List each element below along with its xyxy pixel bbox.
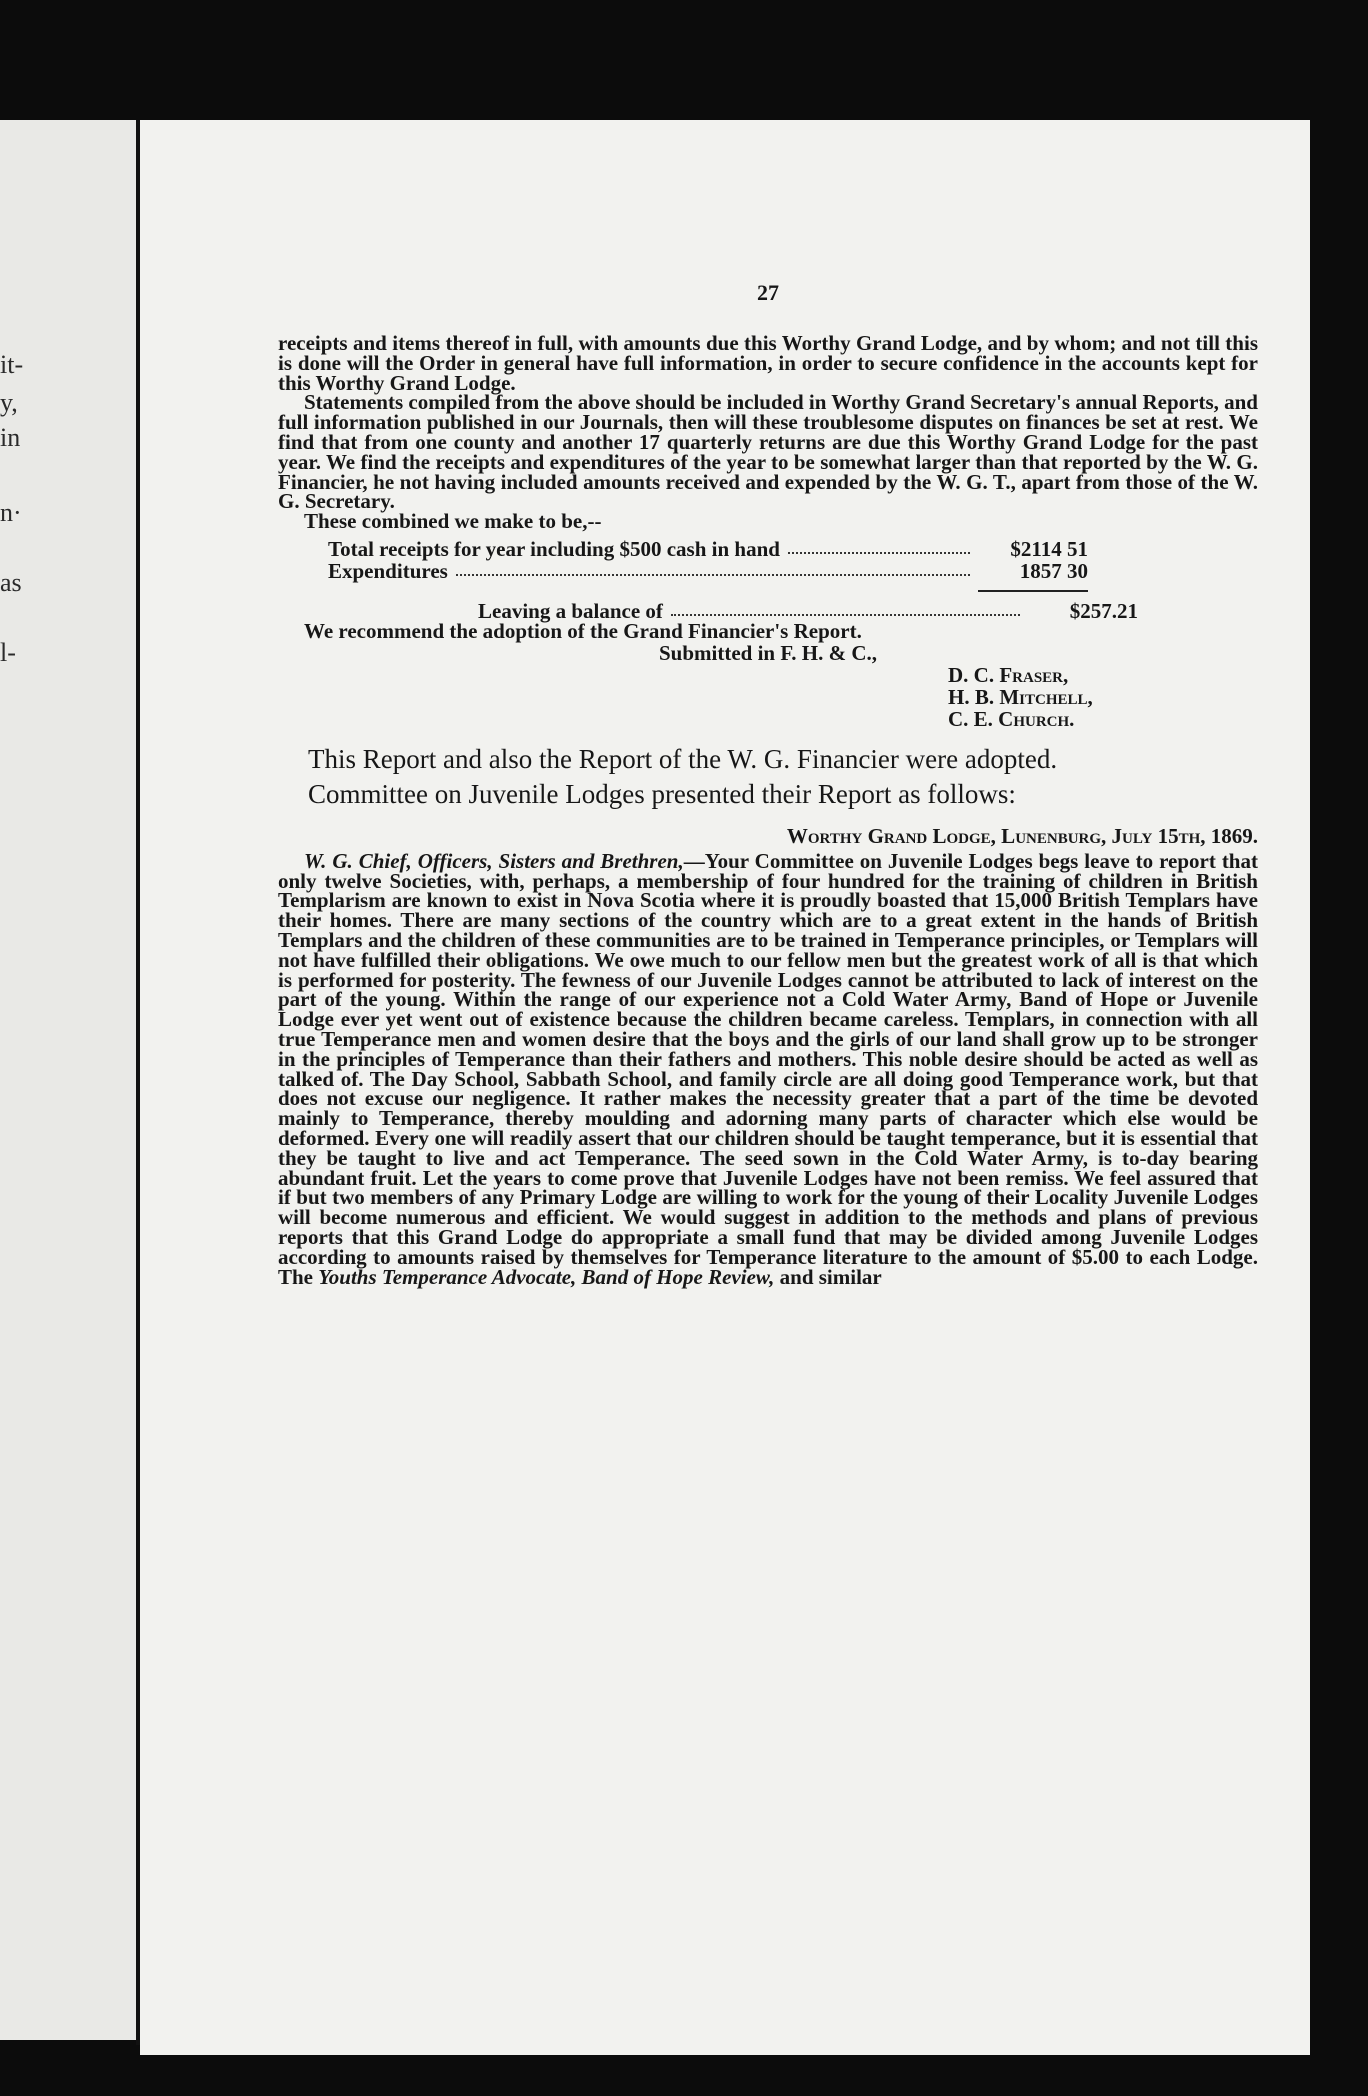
facing-page-fragment: y, bbox=[0, 388, 18, 417]
paragraph-receipts: receipts and items thereof in full, with amounts due this Worthy Grand Lodge, and by whom; and not till this is done will the Order in general have full information, in order to secure confidence in the accounts kept for this Worthy Grand Lodge. bbox=[278, 331, 1258, 395]
facing-page-fragment: as bbox=[0, 568, 22, 597]
expenditures-label: Expenditures bbox=[328, 558, 448, 583]
expenditures-amount: 1857 30 bbox=[1019, 558, 1088, 583]
dot-leader bbox=[671, 600, 1020, 616]
signatory: H. B. Mitchell, bbox=[948, 684, 1093, 709]
paragraph-combined: These combined we make to be,-- bbox=[304, 509, 602, 534]
facing-page-edge bbox=[0, 120, 140, 2040]
facing-page-fragment: n· bbox=[0, 498, 22, 527]
balance-label: Leaving a balance of bbox=[478, 598, 663, 623]
paragraph-statements: Statements compiled from the above should be included in Worthy Grand Secretary's annual Reports, and full information published in our Journals, then will these troublesome disputes on finances be set at rest. We find that from one county and another 17 quarterly returns are due this Worthy Grand Lodge for the past year. We find the receipts and expenditures of the year to be somewhat larger than that reported by the W. G. Financier, he not having included amounts received and expended by the W. G. T., apart from those of the W. G. Secretary. bbox=[278, 390, 1258, 514]
financial-summary bbox=[328, 536, 1138, 623]
juvenile-report bbox=[278, 848, 1258, 1289]
dot-leader bbox=[456, 560, 970, 576]
dot-leader bbox=[788, 538, 970, 554]
juvenile-report-text: —Your Committee on Juvenile Lodges begs leave to report that only twelve Societies, with, perhaps, a membership of four hundred for the training of children in British Templarism are known to exist in Nova Scotia where it is proudly boasted that 15,000 British Templars have their homes. There are many sections of the country which are to a great extent in the hands of British Templars and the children of these communities are to be trained in Temperance principles, or Templars will not have fulfilled their obligations. We owe much to our fellow men but the greatest work of all is that which is performed for posterity. The fewness of our Juvenile Lodges cannot be attributed to lack of interest on the part of the young. Within the range of our experience not a Cold Water Army, Band of Hope or Juvenile Lodge ever yet went out of existence because the children became careless. Templars, in connection with all true Temperance men and women desire that the boys and the girls of our land shall grow up to be stronger in the principles of Temperance than their fathers and mothers. This noble desire should be acted as well as talked of. The Day School, Sabbath School, and family circle are all doing good Temperance work, but that does not excuse our negligence. It rather makes the necessity greater that a part of the time be devoted mainly to Temperance, thereby moulding and adorning many parts of character which else would be deformed. Every one will readily assert that our children should be taught temperance, but it is essential that they be taught to live and act Temperance. The seed sown in the Cold Water Army, is to-day bearing abundant fruit. Let the years to come prove that Juvenile Lodges have not been remiss. We feel assured that if but two members of any Primary Lodge are willing to work for the young of their Locality Juvenile Lodges will become numerous and efficient. We would suggest in addition to the methods and plans of previous reports that this Grand Lodge do appropriate a small fund that may be divided among Juvenile Lodges according to amounts raised by themselves for Temperance literature to the amount of $5.00 to each Lodge. The bbox=[278, 848, 1258, 1289]
facing-page-fragment: it- bbox=[0, 350, 24, 379]
juvenile-report-end: and similar bbox=[774, 1264, 882, 1289]
signatories bbox=[948, 664, 1258, 730]
salutation: W. G. Chief, Officers, Sisters and Brethren, bbox=[304, 848, 684, 873]
facing-page-fragment: in bbox=[0, 423, 21, 452]
submitted-line: Submitted in F. H. & C., bbox=[658, 640, 877, 665]
expenditures-row bbox=[328, 560, 1088, 582]
receipts-label: Total receipts for year including $500 cash in hand bbox=[328, 536, 780, 561]
recommendation: We recommend the adoption of the Grand Financier's Report. bbox=[304, 618, 862, 643]
publication-titles: Youths Temperance Advocate, Band of Hope Review, bbox=[318, 1264, 775, 1289]
committee-heading: Committee on Juvenile Lodges presented their Report as follows: bbox=[308, 778, 1016, 809]
page-number: 27 bbox=[757, 280, 779, 305]
receipts-amount: $2114 51 bbox=[1010, 536, 1088, 561]
receipts-row bbox=[328, 538, 1088, 560]
facing-page-fragment: l- bbox=[0, 638, 16, 667]
dateline: Worthy Grand Lodge, Lunenburg, July 15th, 1869. bbox=[786, 823, 1258, 848]
balance-amount: $257.21 bbox=[1069, 598, 1138, 623]
document-page bbox=[140, 120, 1310, 2055]
sum-rule bbox=[978, 590, 1088, 592]
signatory: C. E. Church. bbox=[948, 706, 1075, 731]
page-text bbox=[278, 280, 1258, 1287]
signatory: D. C. Fraser, bbox=[948, 662, 1069, 687]
adopted-statement: This Report and also the Report of the W. G. Financier were adopted. bbox=[308, 743, 1058, 774]
